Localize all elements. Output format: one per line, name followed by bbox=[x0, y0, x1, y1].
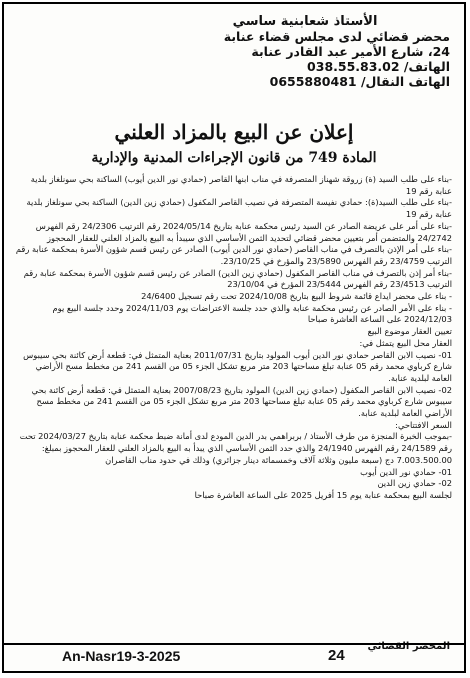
section-heading: العقار محل البيع يتمثل في: bbox=[359, 337, 452, 348]
heir-item: 01- حمادي نور الدين أيوب bbox=[360, 466, 452, 477]
announcement-title: إعلان عن البيع بالمزاد العلني bbox=[114, 120, 354, 144]
newspaper-footer bbox=[4, 643, 464, 671]
bailiff-name: الأستاذ شعابنية ساسي bbox=[232, 14, 378, 29]
signature: المحضر القضائي bbox=[367, 641, 450, 652]
hearing-paragraph: - بناء على الأمر الصادر عن رئيس محكمة عنابة والذي حدد جلسة الاعتراضات يوم 2024/11/03 وحدد جلسة البيع يوم 2024/12/03 على الساعة العاشرة صباحا bbox=[52, 302, 452, 325]
bailiff-address: 24، شارع الأمير عبد القادر عنابة bbox=[251, 44, 450, 59]
page-number: 24 bbox=[328, 647, 345, 664]
opening-price-paragraph: -بموجب الخبرة المنجزة من طرف الأستاذ / بربراهمي بدر الدين المودع لدى أمانة ضبط محكمة عنابة بتاريخ 2024/03/27 تحت رقم 24/1589 رقم الفهرس 24/1940 والذي حدد الثمن الأساسي الذي يبدأ به البيع بالمزاد العلني للعقار المحجوز بمبلغ: 7.003.500.00 دج (سبعة مليون وثلاثة آلاف وخمسمائة دينار جزائري) وذلك في حدود مناب القاصران bbox=[19, 431, 452, 465]
sale-date-paragraph: لجلسة البيع بمحكمة عنابة يوم 15 أفريل 2025 على الساعة العاشرة صباحا bbox=[194, 489, 452, 500]
property-item: 01- نصيب الابن القاصر حمادي نور الدين أيوب المولود بتاريخ 2011/07/31 بعناية المتمثل في: قطعة أرض كائنة بحي سيبوس شارع كرباوي محمد رقم 05 عنابة تبلغ مساحتها 203 متر مربع تشكل الجزء 05 من القسم 241 من مخطط مسح الأراضي العامة لبلدية عنابة. bbox=[23, 349, 452, 383]
bailiff-phone: الهاتف/ 038.55.83.02 bbox=[307, 59, 450, 74]
request-paragraph: -بناء على طلب السيد(ة): حمادي نفيسة المتصرفة في نصيب القاصر المكفول (حمادي زين الدين) الساكنة بحي سونلغاز بلدية عنابة رقم 19 bbox=[26, 197, 452, 220]
bailiff-header bbox=[150, 14, 450, 89]
deposit-paragraph: - بناء على محضر ايداع قائمة شروط البيع بتاريخ 2024/10/08 تحت رقم تسجيل 24/6400 bbox=[141, 291, 452, 302]
bailiff-office: محضر قضائي لدى مجلس قضاء عنابة bbox=[223, 29, 450, 44]
newspaper-issue: An-Nasr19-3-2025 bbox=[62, 648, 181, 664]
section-heading: السعر الافتتاحي: bbox=[395, 419, 452, 430]
legal-reference: المادة 749 من قانون الإجراءات المدنية والإدارية bbox=[91, 150, 377, 166]
section-heading: تعيين العقار موضوع البيع bbox=[367, 326, 452, 337]
authorization-paragraph: -بناء على أمر الإذن بالتصرف في مناب القاصر (حمادي نور الدين أيوب) الصادر عن رئيس قسم شؤون الأسرة بمحكمة عنابة رقم الترتيب 23/4759 رقم الفهرس 23/5890 والمؤرخ في 23/10/25. bbox=[15, 244, 452, 266]
court-order-paragraph: -بناء على أمر على عريضة الصادر عن السيد رئيس محكمة عنابة بتاريخ 2024/05/14 رقم الترتيب 24/2306 رقم الفهرس 24/2742 والمتضمن أمر بتعيين محضر قضائي لتحديد الثمن الأساسي الذي سيبدأ به البيع بالمزاد العلني للعقار المحجوز bbox=[35, 220, 452, 243]
request-paragraph: -بناء على طلب السيد (ة) زروقة شهناز المتصرفة في مناب ابنها القاصر (حمادي نور الدين أيوب) الساكنة بحي سونلغاز بلدية عنابة رقم 19 bbox=[30, 174, 452, 196]
bailiff-mobile: الهاتف النقال/ 0655880481 bbox=[269, 74, 450, 89]
announcement-body bbox=[14, 174, 452, 502]
announcement-page bbox=[2, 2, 466, 673]
authorization-paragraph: -بناء أمر إذن بالتصرف في مناب القاصر المكفول (حمادي زين الدين) الصادر عن رئيس قسم شؤون الأسرة بمحكمة عنابة رقم الترتيب 23/4513 رقم الفهرس 23/5444 المؤرخ في 23/10/04 bbox=[23, 267, 452, 290]
heir-item: 02- حمادي زين الدين bbox=[377, 478, 452, 489]
property-item: 02- نصيب الابن القاصر المكفول (حمادي زين الدين) المولود بتاريخ 2007/08/23 بعناية المتمثل في: قطعة أرض كائنة بحي سيبوس شارع كرباوي محمد رقم 05 عنابة تبلغ مساحتها 203 متر مربع تشكل الجزء 05 من القسم 241 من مخطط مسح الأراضي العامة لبلدية عنابة. bbox=[31, 384, 452, 419]
